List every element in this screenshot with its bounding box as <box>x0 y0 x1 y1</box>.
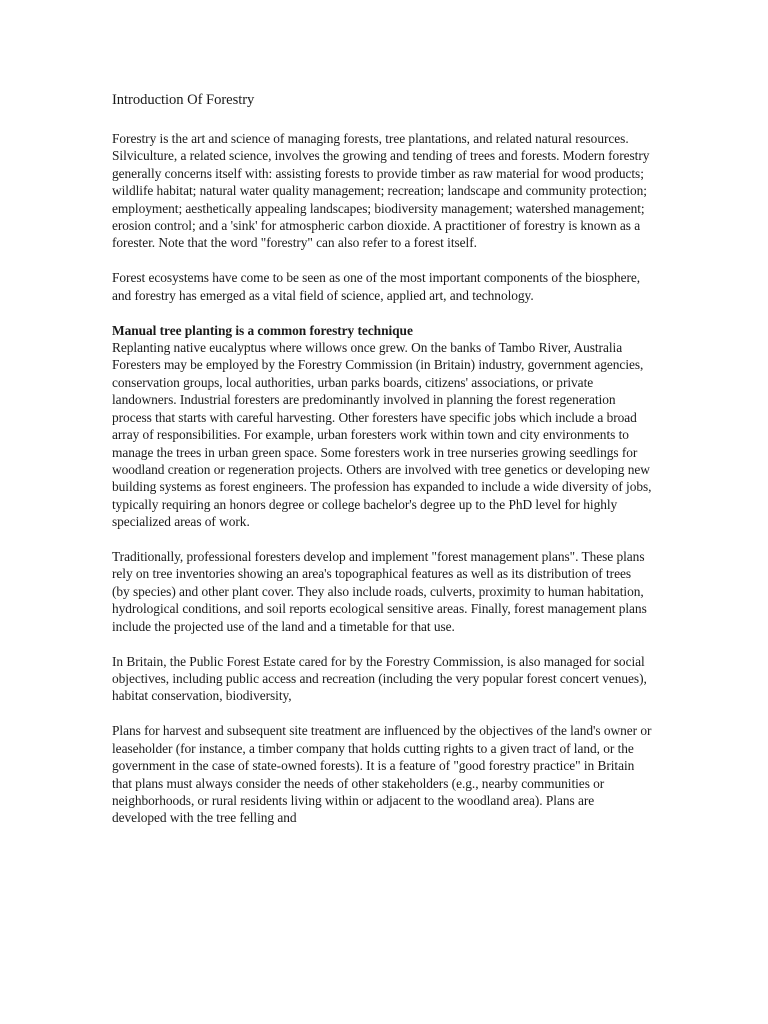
paragraph-replanting: Replanting native eucalyptus where willows once grew. On the banks of Tambo River, Australia Foresters may be employed by the Forestry Commission (in Britain) industry, government agencies, conservation groups, local authorities, urban parks boards, citizens' associations, or private landowners. Industrial foresters are predominantly involved in planning the forest regeneration process that starts with careful harvesting. Other foresters have specific jobs which include a broad array of responsibilities. For example, urban foresters work within town and city environments to manage the trees in urban green space. Some foresters work in tree nurseries growing seedlings for woodland creation or regeneration projects. Others are involved with tree genetics or developing new building systems as forest engineers. The profession has expanded to include a wide diversity of jobs, typically requiring an honors degree or college bachelor's degree up to the PhD level for highly specialized areas of work. <box>112 340 652 530</box>
document-title: Introduction Of Forestry <box>112 92 255 108</box>
paragraph-intro: Forestry is the art and science of managing forests, tree plantations, and related natural resources. Silviculture, a related science, involves the growing and tending of trees and forests. Modern forestry generally concerns itself with: assisting forests to provide timber as raw material for wood products; wildlife habitat; natural water quality management; recreation; landscape and community protection; employment; aesthetically appealing landscapes; biodiversity management; watershed management; erosion control; and a 'sink' for atmospheric carbon dioxide. A practitioner of forestry is known as a forester. Note that the word "forestry" can also refer to a forest itself. <box>112 131 650 251</box>
paragraph-britain: In Britain, the Public Forest Estate cared for by the Forestry Commission, is also managed for social objectives, including public access and recreation (including the very popular forest concert venues), habitat conservation, biodiversity, <box>112 653 647 704</box>
section-subheading: Manual tree planting is a common forestry technique <box>112 322 413 338</box>
paragraph-management-plans: Traditionally, professional foresters develop and implement "forest management plans". These plans rely on tree inventories showing an area's topographical features as well as its distribution of trees (by species) and other plant cover. They also include roads, culverts, proximity to human habitation, hydrological conditions, and soil reports ecological sensitive areas. Finally, forest management plans include the projected use of the land and a timetable for that use. <box>112 549 647 634</box>
document-page <box>112 90 652 827</box>
paragraph-harvest-plans: Plans for harvest and subsequent site treatment are influenced by the objectives of the land's owner or leaseholder (for instance, a timber company that holds cutting rights to a given tract of land, or the government in the case of state-owned forests). It is a feature of "good forestry practice" in Britain that plans must always consider the needs of other stakeholders (e.g., nearby communities or neighborhoods, or rural residents living within or adjacent to the woodland area). Plans are developed with the tree felling and <box>112 723 652 826</box>
paragraph-ecosystems: Forest ecosystems have come to be seen as one of the most important components of the biosphere, and forestry has emerged as a vital field of science, applied art, and technology. <box>112 270 641 303</box>
